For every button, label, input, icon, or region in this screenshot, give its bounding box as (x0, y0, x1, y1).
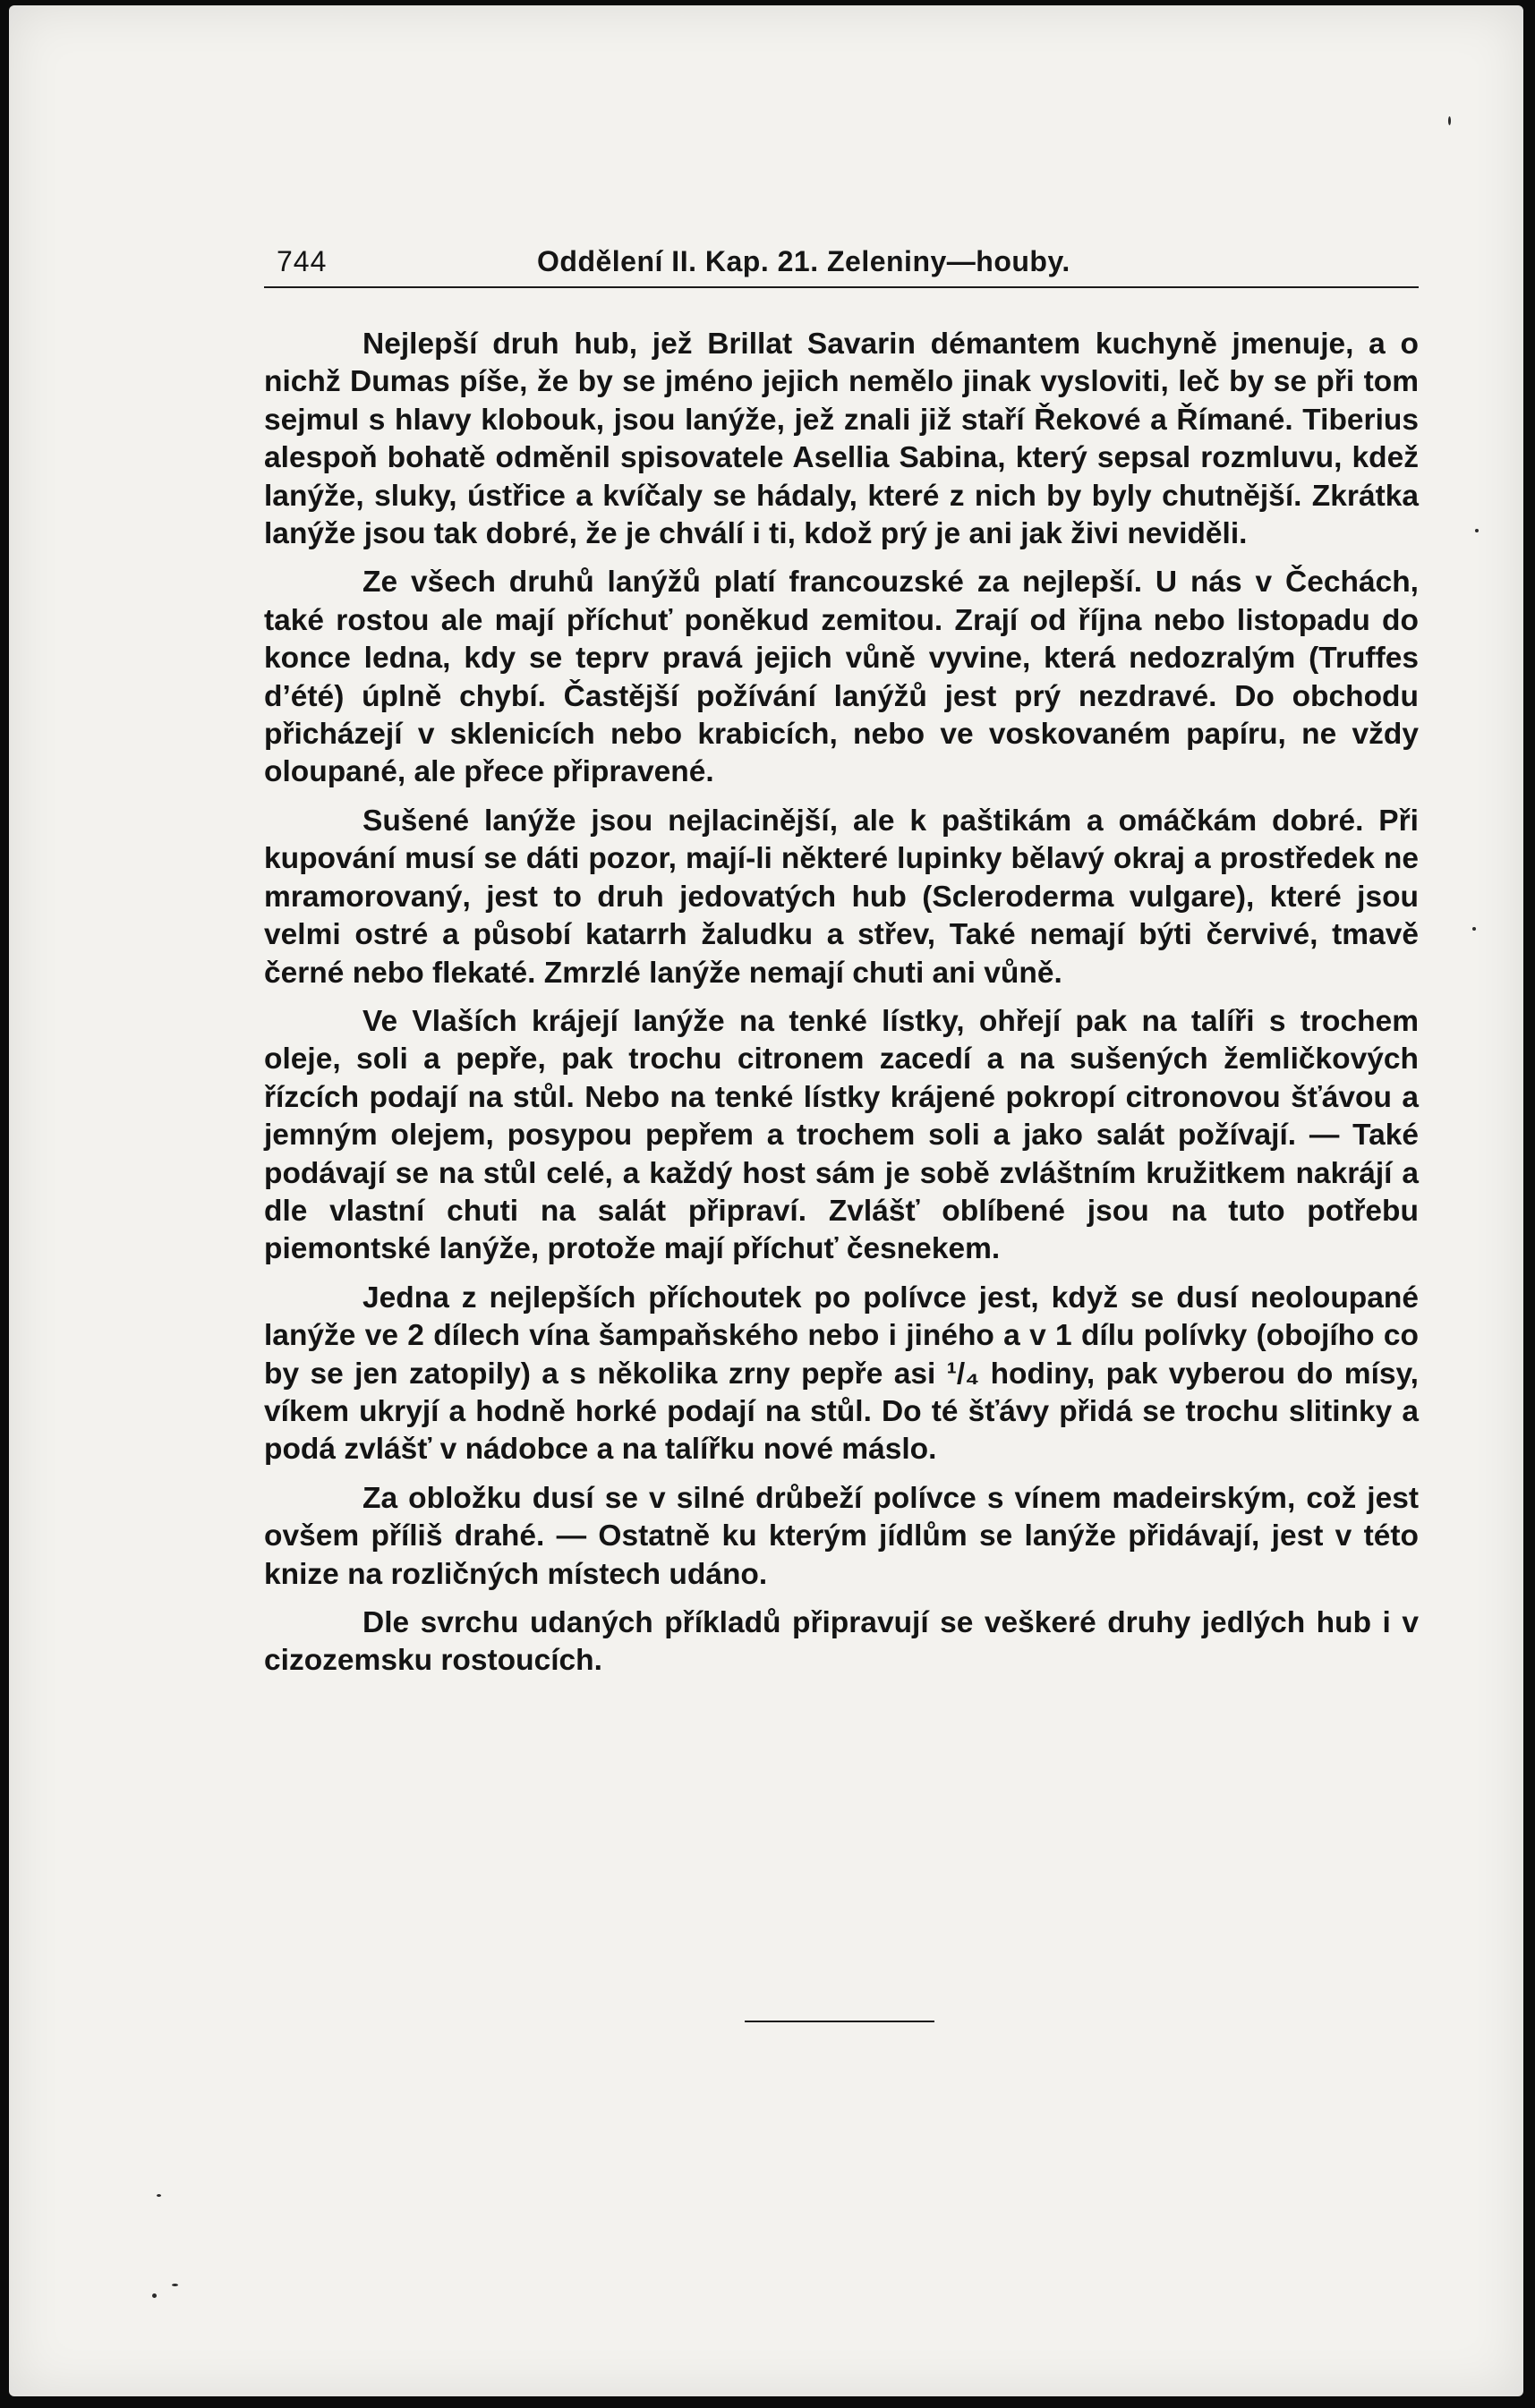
paragraph-7: Dle svrchu udaných příkladů připravují se veškeré druhy jedlých hub i v cizozemsku rostoucích. (264, 1606, 1419, 1678)
book-page (9, 5, 1523, 2396)
scan-speck (152, 2293, 157, 2298)
paragraph-6: Za obložku dusí se v silné drůbeží polívce s vínem madeirským, což jest ovšem příliš drahé. — Ostatně ku kterým jídlům se lanýže přidávají, jest v této knize na rozličných místech udáno. (264, 1481, 1419, 1591)
paragraph-3: Sušené lanýže jsou nejlacinější, ale k paštikám a omáčkám dobré. Při kupování musí se dáti pozor, mají-li některé lupinky bělavý okraj a prostředek ne mramorovaný, jest to druh jedovatých hub (Scleroderma vulgare), které jsou velmi ostré a působí katarrh žaludku a střev, Také nemají býti červivé, tmavě černé nebo flekaté. Zmrzlé lanýže nemají chuti ani vůně. (264, 804, 1419, 990)
scan-speck (1448, 116, 1451, 125)
scan-speck (172, 2284, 178, 2286)
body-text (264, 326, 1419, 1691)
chapter-title: Oddělení II. Kap. 21. Zeleniny—houby. (537, 245, 1070, 277)
page-number: 744 (277, 245, 328, 277)
paragraph-1: Nejlepší druh hub, jež Brillat Savarin démantem kuchyně jmenuje, a o nichž Dumas píše, že by se jméno jejich nemělo jinak vysloviti, leč by se při tom sejmul s hlavy klobouk, jsou lanýže, jež znali již staří Řekové a Římané. Tiberius alespoň bohatě odměnil spisovatele Asellia Sabina, který sepsal rozmluvu, kdež lanýže, sluky, ústřice a kvíčaly se hádaly, které z nich by byly chutnější. Zkrátka lanýže jsou tak dobré, že je chválí i ti, kdož prý je ani jak živi neviděli. (264, 328, 1419, 551)
scan-speck (1472, 927, 1476, 931)
scan-speck (1475, 529, 1479, 532)
paragraph-4: Ve Vlaších krájejí lanýže na tenké lístky, ohřejí pak na talíři s trochem oleje, soli a pepře, pak trochu citronem zacedí a na sušených žemličkových řízcích podají na stůl. Nebo na tenké lístky krájené pokropí citronovou šťávou a jemným olejem, posypou pepřem a trochem soli a jako salát požívají. — Také podávají se na stůl celé, a každý host sám je sobě zvláštním kružitkem nakrájí a dle vlastní chuti na salát připraví. Zvlášť oblíbené jsou na tuto potřebu piemontské lanýže, protože mají příchuť česnekem. (264, 1004, 1419, 1266)
scan-speck (157, 2194, 161, 2197)
paragraph-2: Ze všech druhů lanýžů platí francouzské za nejlepší. U nás v Čechách, také rostou ale mají příchuť poněkud zemitou. Zrají od října nebo listopadu do konce ledna, kdy se teprv pravá jejich vůně vyvine, která nedozralým (Truffes d’été) úplně chybí. Častější požívání lanýžů jest prý nezdravé. Do obchodu přicházejí v sklenicích nebo krabicích, nebo ve voskovaném papíru, ne vždy oloupané, ale přece připravené. (264, 566, 1419, 789)
end-rule (745, 2021, 934, 2022)
paragraph-5: Jedna z nejlepších příchoutek po polívce jest, když se dusí neoloupané lanýže ve 2 dílech vína šampaňského nebo i jiného a v 1 dílu polívky (obojího co by se jen zatopily) a s několika zrny pepře asi ¹/₄ hodiny, pak vyberou do mísy, víkem ukryjí a hodně horké podají na stůl. Do té šťávy přidá se trochu slitinky a podá zvlášť v nádobce a na talířku nové máslo. (264, 1281, 1419, 1467)
running-header (264, 240, 1419, 288)
